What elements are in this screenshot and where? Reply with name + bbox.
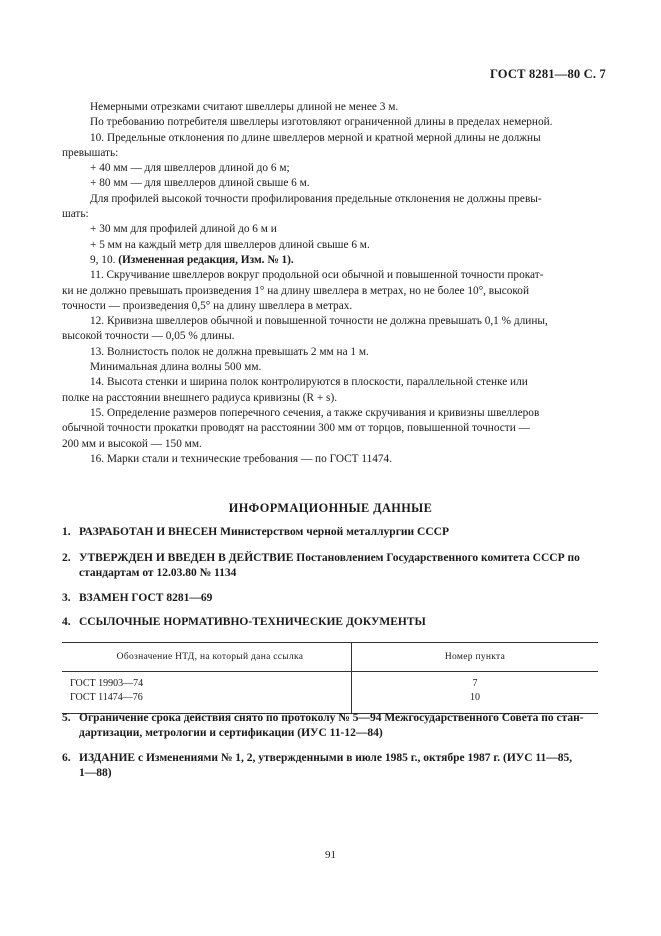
body-line: 15. Определение размеров поперечного сечения, а также скручивания и кривизны швеллеров xyxy=(90,406,540,419)
info-item-line: 4. ССЫЛОЧНЫЕ НОРМАТИВНО-ТЕХНИЧЕСКИЕ ДОКУМЕНТЫ xyxy=(62,616,426,628)
body-line: 9, 10. (Измененная редакция, Изм. № 1). xyxy=(90,253,294,266)
page-number: 91 xyxy=(325,849,336,861)
table-header-designation: Обозначение НТД, на который дана ссылка xyxy=(62,643,352,672)
body-line: 16. Марки стали и технические требования — по ГОСТ 11474. xyxy=(90,452,393,465)
body-line: + 5 мм на каждый метр для швеллеров длиной свыше 6 м. xyxy=(90,238,370,251)
body-line: Немерными отрезками считают швеллеры длиной не менее 3 м. xyxy=(90,101,399,113)
table-row xyxy=(62,672,598,692)
info-item-line: дартизации, метрологии и сертификации (ИУС 11-12—84) xyxy=(79,727,383,739)
body-line: 12. Кривизна швеллеров обычной и повышенной точности не должна превышать 0,1 % длины, xyxy=(90,315,548,328)
info-item-line: 5. Ограничение срока действия снято по протоколу № 5—94 Межгосударственного Совета по стан- xyxy=(62,712,584,724)
reference-documents-table xyxy=(62,642,598,714)
body-line: + 30 мм для профилей длиной до 6 м и xyxy=(90,223,277,236)
table-cell-clause: 10 xyxy=(470,692,480,703)
body-text xyxy=(62,100,600,467)
body-line: 11. Скручивание швеллеров вокруг продольной оси обычной и повышенной точности прокат- xyxy=(90,269,544,282)
body-line: 10. Предельные отклонения по длине швеллеров мерной и кратной мерной длины не должны xyxy=(90,131,541,144)
body-line: 14. Высота стенки и ширина полок контролируются в плоскости, параллельной стенке или xyxy=(90,376,528,389)
body-line: точности — произведения 0,5° на длину швеллера в метрах. xyxy=(62,299,353,312)
body-line: 13. Волнистость полок не должна превышать 2 мм на 1 м. xyxy=(90,345,369,358)
table-row xyxy=(62,691,598,705)
body-line: полке на расстоянии внешнего радиуса кривизны (R + s). xyxy=(62,391,338,404)
table-cell-clause: 7 xyxy=(472,678,478,689)
info-item-3 xyxy=(62,591,602,606)
info-item-line: 1. РАЗРАБОТАН И ВНЕСЕН Министерством черной металлургии СССР xyxy=(62,526,449,538)
body-line: высокой точности — 0,05 % длины. xyxy=(62,330,235,343)
table-header-clause: Номер пункта xyxy=(352,643,599,672)
info-item-line: 3. ВЗАМЕН ГОСТ 8281—69 xyxy=(62,592,213,604)
table-cell-designation: ГОСТ 11474—76 xyxy=(62,691,352,705)
body-line: 200 мм и высокой — 150 мм. xyxy=(62,437,202,450)
body-line: обычной точности прокатки проводят на расстоянии 300 мм от торцов, повышенной точности — xyxy=(62,422,530,435)
info-item-6 xyxy=(62,751,602,781)
body-line: шать: xyxy=(62,208,89,221)
body-line: превышать: xyxy=(62,146,119,159)
info-item-1 xyxy=(62,525,602,540)
table-cell-designation: ГОСТ 19903—74 xyxy=(62,672,352,692)
body-line: ки не должно превышать произведения 1° на длину швеллера в метрах, но не более 10°, высокой xyxy=(62,284,530,297)
info-item-line: 6. ИЗДАНИЕ с Изменениями № 1, 2, утвержденными в июле 1985 г., октябре 1987 г. (ИУС 11—85, xyxy=(62,752,573,764)
body-line: По требованию потребителя швеллеры изготовляют ограниченной длины в пределах немерной. xyxy=(90,116,553,129)
info-item-line: стандартам от 12.03.80 № 1134 xyxy=(79,567,237,579)
body-line: + 80 мм — для швеллеров длиной свыше 6 м. xyxy=(90,177,310,190)
info-item-5 xyxy=(62,711,602,741)
info-section-title: ИНФОРМАЦИОННЫЕ ДАННЫЕ xyxy=(228,501,433,515)
page-header: ГОСТ 8281—80 С. 7 xyxy=(489,67,606,81)
body-line: + 40 мм — для швеллеров длиной до 6 м; xyxy=(90,162,290,175)
body-line: Для профилей высокой точности профилирования предельные отклонения не должны превы- xyxy=(90,192,542,205)
table-header-row xyxy=(62,643,598,672)
info-item-2 xyxy=(62,551,602,581)
info-item-4 xyxy=(62,615,602,630)
info-item-line: 1—88) xyxy=(79,767,112,779)
info-item-line: 2. УТВЕРЖДЕН И ВВЕДЕН В ДЕЙСТВИЕ Постановлением Государственного комитета СССР по xyxy=(62,552,580,564)
body-line: Минимальная длина волны 500 мм. xyxy=(90,361,262,374)
